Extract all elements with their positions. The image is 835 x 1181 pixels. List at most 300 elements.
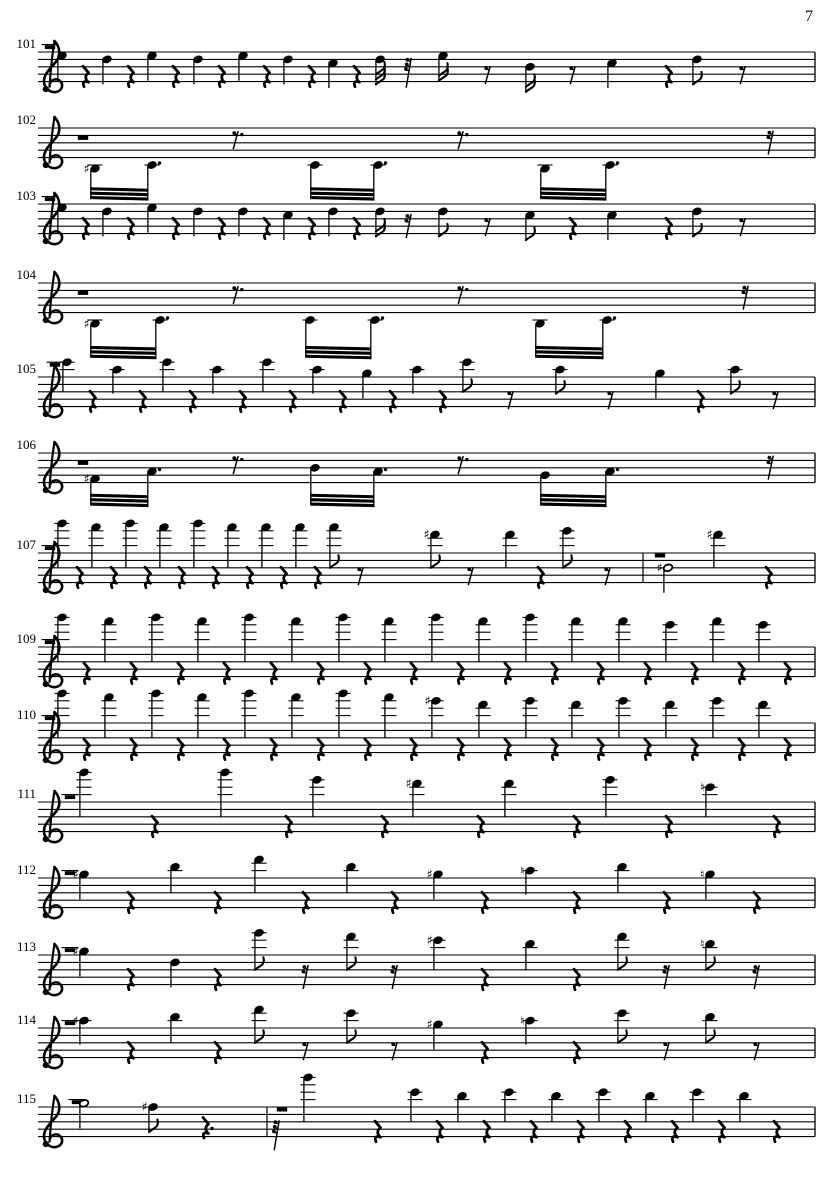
beam — [540, 498, 606, 503]
quarter-rest — [219, 218, 225, 239]
quarter-rest — [128, 66, 134, 87]
note — [706, 527, 725, 568]
note — [520, 1013, 537, 1045]
beamed-group — [83, 161, 161, 201]
quarter-rest — [411, 739, 417, 760]
quarter-rest — [128, 969, 134, 990]
quarter-rest — [215, 892, 221, 913]
note — [195, 693, 210, 738]
measure-number: 104 — [16, 267, 36, 282]
quarter-rest — [698, 391, 704, 412]
quarter-rest — [84, 739, 90, 760]
note — [476, 617, 491, 662]
quarter-rest — [354, 218, 360, 239]
augmentation-dot — [240, 133, 243, 136]
quarter-rest — [739, 739, 745, 760]
quarter-rest — [365, 739, 371, 760]
quarter-rest — [303, 892, 309, 913]
quarter-rest — [440, 391, 446, 412]
note — [283, 55, 293, 84]
system-114 — [17, 1005, 815, 1068]
quarter-rest — [574, 816, 580, 837]
eighth-rest — [457, 131, 468, 149]
half-note — [656, 560, 673, 593]
beam — [90, 355, 156, 360]
quarter-rest — [84, 663, 90, 684]
note — [663, 620, 678, 661]
note — [525, 62, 535, 91]
whole-rest — [42, 197, 59, 201]
quarter-rest — [354, 66, 360, 87]
system-106 — [17, 437, 816, 507]
note — [523, 696, 538, 737]
augmentation-dot — [616, 468, 619, 471]
quarter-rest — [128, 892, 134, 913]
eighth-rest — [457, 456, 468, 474]
note — [520, 863, 537, 895]
note — [147, 203, 157, 232]
beam — [90, 503, 148, 508]
quarter-rest — [309, 218, 315, 239]
quarter-rest — [111, 567, 117, 588]
quarter-rest — [131, 663, 137, 684]
flag — [347, 1030, 356, 1043]
beam — [305, 355, 371, 360]
note — [252, 928, 267, 969]
quarter-rest — [83, 218, 89, 239]
clef-bulb — [43, 411, 49, 417]
system-102 — [17, 112, 816, 201]
system-112 — [17, 855, 815, 918]
quarter-rest — [552, 663, 558, 684]
quarter-rest — [247, 567, 253, 588]
note — [210, 365, 225, 393]
note — [700, 867, 715, 900]
note — [89, 523, 104, 568]
measure-number: 106 — [16, 437, 36, 452]
quarter-rest — [140, 391, 146, 412]
flag — [255, 957, 264, 970]
quarter-rest — [785, 739, 791, 760]
staff-lines — [38, 283, 815, 313]
beam — [90, 192, 148, 197]
beamed-group — [310, 463, 387, 507]
whole-rest — [42, 640, 59, 645]
note — [607, 211, 617, 240]
beamed-group — [303, 316, 385, 360]
clef-bulb — [43, 757, 49, 763]
note — [57, 51, 67, 80]
staff-lines — [38, 647, 815, 677]
note — [283, 211, 293, 240]
note — [569, 700, 584, 738]
note — [596, 1088, 611, 1122]
note — [615, 1009, 630, 1043]
quarter-rest — [598, 663, 604, 684]
system-104 — [17, 267, 816, 359]
quarter-rest — [598, 739, 604, 760]
whole-rest — [42, 546, 59, 551]
staff-lines — [38, 453, 815, 483]
quarter-rest — [574, 892, 580, 913]
note — [503, 530, 518, 568]
quarter-rest — [179, 567, 185, 588]
quarter-rest — [340, 391, 346, 412]
note — [700, 779, 717, 816]
beam — [90, 187, 148, 192]
beam — [90, 498, 148, 503]
clef-bulb — [43, 836, 49, 842]
note — [692, 207, 702, 236]
note — [426, 867, 443, 900]
quarter-rest — [131, 739, 137, 760]
note — [60, 358, 75, 392]
note — [405, 776, 424, 817]
augmentation-dot — [158, 468, 161, 471]
beam — [535, 355, 603, 360]
quarter-rest — [315, 567, 321, 588]
quarter-rest — [785, 663, 791, 684]
flag — [255, 1030, 264, 1043]
half-note — [79, 1099, 89, 1128]
beam — [90, 346, 156, 351]
flag — [463, 379, 472, 392]
whole-rest — [78, 136, 88, 140]
measure-number: 114 — [16, 1012, 36, 1027]
quarter-rest — [224, 663, 230, 684]
note — [157, 523, 172, 568]
quarter-rest — [271, 739, 277, 760]
whole-rest — [78, 291, 88, 295]
beamed-group — [308, 161, 388, 201]
quarter-rest — [505, 739, 511, 760]
quarter-rest — [83, 66, 89, 87]
note — [410, 365, 425, 393]
measure-number: 110 — [16, 707, 36, 722]
accidental-natural-icon: ♮ — [520, 862, 525, 878]
quarter-rest — [739, 663, 745, 684]
measure-number: 113 — [16, 939, 36, 954]
accidental-sharp-icon: ♯ — [72, 866, 79, 882]
clef-bulb — [43, 238, 49, 244]
augmentation-dot — [381, 316, 384, 319]
beamed-group — [83, 467, 161, 507]
beam — [535, 350, 603, 355]
note — [238, 51, 248, 80]
note — [289, 617, 304, 662]
accidental-natural-icon: ♮ — [520, 1012, 525, 1028]
system-113 — [17, 928, 815, 995]
beam — [310, 503, 374, 508]
quarter-rest — [128, 1042, 134, 1063]
system-111 — [17, 768, 815, 842]
quarter-rest — [390, 391, 396, 412]
note — [502, 779, 517, 817]
note — [426, 932, 445, 969]
note — [603, 775, 618, 816]
beamed-group — [83, 316, 169, 360]
quarter-rest — [666, 816, 672, 837]
augmentation-dot — [465, 133, 468, 136]
quarter-rest — [392, 892, 398, 913]
note — [553, 365, 568, 393]
quarter-rest — [484, 1121, 490, 1142]
note — [426, 1017, 443, 1050]
augmentation-dot — [240, 458, 243, 461]
note — [615, 932, 630, 970]
quarter-rest — [215, 969, 221, 990]
measure-number: 109 — [16, 631, 36, 646]
note — [423, 527, 442, 568]
accidental-sharp-icon: ♯ — [83, 160, 90, 176]
beamed-group — [538, 161, 620, 201]
quarter-rest — [552, 739, 558, 760]
accidental-sharp-icon: ♯ — [405, 775, 412, 791]
note — [569, 617, 584, 662]
beam — [90, 350, 156, 355]
quarter-rest — [719, 1121, 725, 1142]
beam — [540, 494, 606, 499]
quarter-rest — [318, 663, 324, 684]
flag — [330, 555, 339, 568]
accidental-sharp-icon: ♯ — [83, 315, 90, 331]
quarter-rest — [538, 567, 544, 588]
clef-bulb — [43, 681, 49, 687]
whole-rest — [47, 362, 64, 366]
staff-lines — [38, 723, 815, 753]
note — [382, 693, 397, 738]
note — [728, 365, 743, 393]
measure-number: 102 — [16, 112, 36, 127]
quarter-rest — [578, 1121, 584, 1142]
accidental-sharp-icon: ♯ — [72, 1012, 79, 1028]
system-115 — [17, 1073, 815, 1150]
quarter-rest — [531, 1121, 537, 1142]
quarter-rest — [290, 391, 296, 412]
rest-stem — [406, 58, 411, 88]
note — [756, 620, 771, 661]
staff-lines — [38, 128, 815, 158]
measure-number: 111 — [17, 786, 36, 801]
beam — [310, 192, 374, 197]
staff-lines — [38, 955, 815, 985]
flag — [618, 1030, 627, 1043]
note — [502, 1088, 517, 1122]
beam — [310, 196, 374, 201]
beam — [305, 346, 371, 351]
quarter-rest — [203, 1118, 214, 1139]
whole-rest — [655, 554, 665, 558]
quarter-rest — [482, 892, 488, 913]
quarter-rest — [692, 739, 698, 760]
whole-rest — [62, 795, 79, 800]
accidental-sharp-icon: ♯ — [656, 560, 663, 575]
quarter-rest — [215, 1042, 221, 1063]
note — [289, 693, 304, 738]
note — [57, 203, 67, 232]
flag — [618, 957, 627, 970]
quarter-rest — [482, 969, 488, 990]
quarter-rest — [264, 66, 270, 87]
flag — [706, 1030, 715, 1043]
quarter-rest — [672, 1121, 678, 1142]
measure-number: 101 — [16, 36, 36, 51]
rest-stem — [274, 1120, 279, 1150]
note — [616, 696, 631, 737]
quarter-rest — [505, 663, 511, 684]
note — [710, 696, 725, 737]
whole-rest — [42, 716, 59, 721]
note — [147, 51, 157, 80]
note — [260, 358, 275, 392]
measure-number: 103 — [16, 188, 36, 203]
accidental-sharp-icon: ♯ — [424, 693, 431, 708]
system-105 — [17, 358, 816, 417]
note — [408, 1088, 423, 1122]
note — [476, 700, 491, 738]
note — [382, 617, 397, 662]
note — [328, 59, 338, 88]
augmentation-dot — [166, 316, 169, 319]
quarter-rest — [145, 567, 151, 588]
clef-bulb — [43, 487, 49, 493]
quarter-rest — [664, 892, 670, 913]
note — [195, 617, 210, 662]
augmentation-dot — [465, 288, 468, 291]
note — [160, 358, 175, 392]
quarter-rest — [271, 663, 277, 684]
flag — [431, 555, 440, 568]
note — [460, 358, 475, 392]
quarter-rest — [692, 663, 698, 684]
note — [692, 55, 702, 84]
note — [328, 207, 338, 236]
note — [102, 693, 117, 738]
quarter-rest — [570, 218, 576, 239]
measure-number: 112 — [16, 862, 36, 877]
clef-bulb — [43, 86, 49, 92]
beam — [310, 187, 374, 192]
note — [375, 207, 385, 236]
measure-number: 107 — [16, 537, 36, 552]
beam — [310, 498, 374, 503]
augmentation-dot — [240, 288, 243, 291]
flag — [706, 957, 715, 970]
beam — [540, 192, 606, 197]
quarter-rest — [286, 816, 292, 837]
quarter-rest — [264, 218, 270, 239]
note — [72, 944, 89, 977]
quarter-rest — [213, 567, 219, 588]
quarter-rest — [458, 739, 464, 760]
eighth-rest — [272, 1120, 279, 1150]
flag — [347, 957, 356, 970]
quarter-rest — [754, 892, 760, 913]
augmentation-dot — [384, 468, 387, 471]
clef-bulb — [43, 162, 49, 168]
system-103 — [17, 188, 816, 244]
accidental-sharp-icon: ♯ — [423, 526, 430, 542]
system-109 — [17, 613, 816, 687]
quarter-rest — [482, 1042, 488, 1063]
quarter-rest — [173, 218, 179, 239]
quarter-rest — [318, 739, 324, 760]
whole-rest — [42, 45, 59, 50]
note — [344, 1009, 359, 1043]
augmentation-dot — [210, 1127, 213, 1130]
staff-lines — [38, 1028, 815, 1058]
quarter-rest — [375, 1121, 381, 1142]
clef-bulb — [43, 989, 49, 995]
accidental-sharp-icon: ♯ — [83, 471, 90, 487]
beam — [90, 196, 148, 201]
note — [72, 1013, 91, 1045]
quarter-rest — [365, 663, 371, 684]
eighth-rest — [232, 456, 243, 474]
measure-number: 115 — [16, 1091, 36, 1106]
system-110 — [17, 689, 815, 763]
quarter-rest — [766, 567, 772, 588]
accidental-natural-icon: ♮ — [700, 866, 705, 882]
note — [102, 207, 112, 236]
note — [252, 1005, 267, 1043]
note — [72, 867, 89, 900]
note — [193, 55, 203, 84]
note — [193, 207, 203, 236]
note — [293, 523, 308, 568]
beam — [305, 350, 371, 355]
augmentation-dot — [616, 161, 619, 164]
note — [110, 365, 125, 393]
quarter-rest — [774, 816, 780, 837]
note — [141, 1099, 158, 1132]
note — [616, 617, 631, 662]
quarter-rest — [173, 66, 179, 87]
note — [438, 207, 448, 236]
clef-bulb — [43, 1141, 49, 1147]
quarter-rest — [625, 1121, 631, 1142]
beam — [310, 494, 374, 499]
beam — [90, 494, 148, 499]
staff-lines — [38, 1107, 815, 1137]
accidental-sharp-icon: ♯ — [426, 1016, 433, 1032]
whole-rest — [277, 1108, 287, 1112]
augmentation-dot — [384, 161, 387, 164]
quarter-rest — [666, 218, 672, 239]
beam — [535, 346, 603, 351]
quarter-rest — [240, 391, 246, 412]
quarter-rest — [666, 66, 672, 87]
note — [700, 936, 717, 970]
quarter-rest — [478, 816, 484, 837]
accidental-natural-icon: ♮ — [700, 936, 705, 952]
quarter-rest — [574, 1042, 580, 1063]
note — [710, 617, 725, 662]
clef-bulb — [43, 317, 49, 323]
note — [225, 523, 240, 568]
page-number: 7 — [805, 8, 813, 25]
beam — [540, 196, 606, 201]
quarter-rest — [224, 739, 230, 760]
note — [560, 526, 575, 567]
augmentation-dot — [465, 458, 468, 461]
eighth-rest — [232, 286, 243, 304]
note — [756, 700, 771, 738]
note — [655, 369, 665, 398]
staff-lines — [38, 878, 815, 908]
quarter-rest — [190, 391, 196, 412]
note — [238, 207, 248, 236]
